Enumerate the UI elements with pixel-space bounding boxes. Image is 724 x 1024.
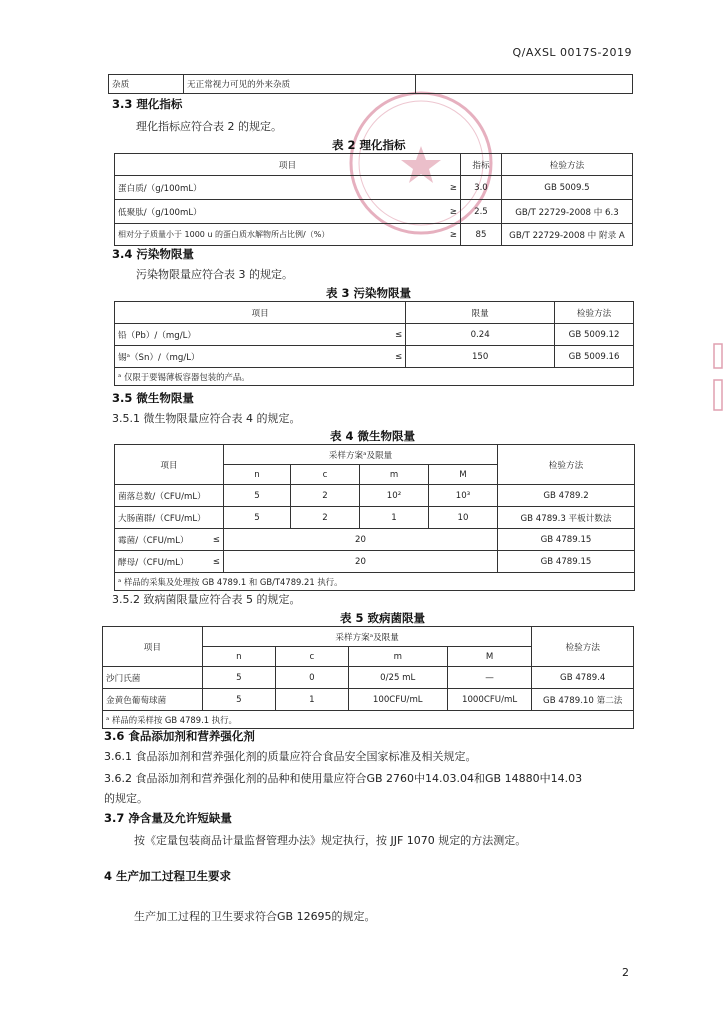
section-3-6-2-text: 3.6.2 食品添加剂和营养强化剂的品种和使用量应符合GB 2760中14.03.04和GB 14880中14.03 xyxy=(104,772,583,785)
t4-row-method: GB 4789.3 平板计数法 xyxy=(498,507,635,529)
t2-row-method: GB 5009.5 xyxy=(501,176,632,200)
table-4-caption: 表 4 微生物限量 xyxy=(330,429,416,443)
section-4-heading: 4 生产加工过程卫生要求 xyxy=(104,869,232,883)
t3-row-item: 铅（Pb）/（mg/L） xyxy=(115,324,386,346)
t4-header-m: m xyxy=(360,465,429,485)
section-3-5-2-text: 3.5.2 致病菌限量应符合表 5 的规定。 xyxy=(112,593,301,606)
table-4 xyxy=(114,444,635,591)
t4-row-item: 酵母/（CFU/mL） xyxy=(115,551,204,573)
section-4-text: 生产加工过程的卫生要求符合GB 12695的规定。 xyxy=(134,910,376,923)
t2-header-method: 检验方法 xyxy=(501,154,632,176)
t2-row-method: GB/T 22729-2008 中 6.3 xyxy=(501,200,632,224)
t2-row-item: 蛋白质/（g/100mL） xyxy=(115,176,440,200)
t5-row-m: 100CFU/mL xyxy=(348,689,447,711)
t4-row-n: 5 xyxy=(224,507,291,529)
t2-row-item: 相对分子质量小于 1000 u 的蛋白质水解物所占比例/（%） xyxy=(115,224,440,246)
t5-row-M: 1000CFU/mL xyxy=(447,689,532,711)
section-3-3-heading: 3.3 理化指标 xyxy=(112,97,183,111)
t4-row-m: 10² xyxy=(360,485,429,507)
t3-row-op: ≤ xyxy=(385,346,406,368)
t2-header-item: 项目 xyxy=(115,154,461,176)
t5-header-plan: 采样方案ᵃ及限量 xyxy=(202,627,532,647)
t3-header-limit: 限量 xyxy=(406,302,555,324)
cell-method xyxy=(416,75,633,94)
t4-row-value: 20 xyxy=(224,551,498,573)
section-3-5-heading: 3.5 微生物限量 xyxy=(112,391,194,405)
page-number: 2 xyxy=(622,966,629,979)
t5-header-n: n xyxy=(202,647,275,667)
t4-header-method: 检验方法 xyxy=(498,445,635,485)
section-3-6-heading: 3.6 食品添加剂和营养强化剂 xyxy=(104,729,255,743)
t3-header-item: 项目 xyxy=(115,302,406,324)
t4-row-M: 10³ xyxy=(429,485,498,507)
edge-stamp-mark xyxy=(710,340,724,420)
t5-row-method: GB 4789.4 xyxy=(532,667,634,689)
t5-footnote: ᵃ 样品的采样按 GB 4789.1 执行。 xyxy=(103,711,634,729)
t3-row-value: 0.24 xyxy=(406,324,555,346)
t4-row-op: ≤ xyxy=(203,551,224,573)
t4-row-item: 霉菌/（CFU/mL） xyxy=(115,529,204,551)
t4-row-value: 20 xyxy=(224,529,498,551)
section-3-7-text: 按《定量包装商品计量监督管理办法》规定执行，按 JJF 1070 规定的方法测定。 xyxy=(134,834,527,847)
table-5 xyxy=(102,626,634,729)
table-2 xyxy=(114,153,633,246)
t4-header-plan: 采样方案ᵃ及限量 xyxy=(224,445,498,465)
t4-row-n: 5 xyxy=(224,485,291,507)
t4-row-item: 大肠菌群/（CFU/mL） xyxy=(115,507,224,529)
section-3-6-2-text-cont: 的规定。 xyxy=(104,792,148,805)
t4-row-c: 2 xyxy=(291,507,360,529)
t5-row-m: 0/25 mL xyxy=(348,667,447,689)
t5-header-method: 检验方法 xyxy=(532,627,634,667)
cell-requirement: 无正常视力可见的外来杂质 xyxy=(184,75,416,94)
table-3-caption: 表 3 污染物限量 xyxy=(326,286,412,300)
t2-row-value: 85 xyxy=(460,224,501,246)
t4-row-method: GB 4789.2 xyxy=(498,485,635,507)
section-3-4-text: 污染物限量应符合表 3 的规定。 xyxy=(136,268,293,281)
t2-row-op: ≥ xyxy=(440,200,461,224)
table-2-caption: 表 2 理化指标 xyxy=(332,138,406,152)
t4-header-item: 项目 xyxy=(115,445,224,485)
t3-row-op: ≤ xyxy=(385,324,406,346)
t5-row-item: 沙门氏菌 xyxy=(103,667,203,689)
t4-footnote: ᵃ 样品的采集及处理按 GB 4789.1 和 GB/T4789.21 执行。 xyxy=(115,573,635,591)
t3-row-item: 锡ᵃ（Sn）/（mg/L） xyxy=(115,346,386,368)
t5-row-c: 1 xyxy=(275,689,348,711)
t5-row-method: GB 4789.10 第二法 xyxy=(532,689,634,711)
section-3-3-text: 理化指标应符合表 2 的规定。 xyxy=(136,120,282,133)
t4-header-c: c xyxy=(291,465,360,485)
t4-row-c: 2 xyxy=(291,485,360,507)
t3-row-value: 150 xyxy=(406,346,555,368)
t4-row-op: ≤ xyxy=(203,529,224,551)
section-3-4-heading: 3.4 污染物限量 xyxy=(112,247,194,261)
t3-row-method: GB 5009.16 xyxy=(555,346,634,368)
t5-header-c: c xyxy=(275,647,348,667)
cell-item: 杂质 xyxy=(109,75,184,94)
t2-row-op: ≥ xyxy=(440,224,461,246)
t3-footnote: ᵃ 仅限于要锡薄板容器包装的产品。 xyxy=(115,368,634,386)
t2-row-value: 2.5 xyxy=(460,200,501,224)
t5-row-item: 金黄色葡萄球菌 xyxy=(103,689,203,711)
t4-row-method: GB 4789.15 xyxy=(498,551,635,573)
t5-row-n: 5 xyxy=(202,689,275,711)
t5-row-c: 0 xyxy=(275,667,348,689)
t4-header-M: M xyxy=(429,465,498,485)
t5-row-M: — xyxy=(447,667,532,689)
t4-row-method: GB 4789.15 xyxy=(498,529,635,551)
t2-row-value: 3.0 xyxy=(460,176,501,200)
t2-row-method: GB/T 22729-2008 中 附录 A xyxy=(501,224,632,246)
table-3 xyxy=(114,301,634,386)
t5-header-M: M xyxy=(447,647,532,667)
section-3-6-1-text: 3.6.1 食品添加剂和营养强化剂的质量应符合食品安全国家标准及相关规定。 xyxy=(104,750,477,763)
t2-header-limit: 指标 xyxy=(460,154,501,176)
t4-header-n: n xyxy=(224,465,291,485)
t5-row-n: 5 xyxy=(202,667,275,689)
t4-row-item: 菌落总数/（CFU/mL） xyxy=(115,485,224,507)
document-code: Q/AXSL 0017S-2019 xyxy=(512,46,632,59)
t2-row-item: 低聚肽/（g/100mL） xyxy=(115,200,440,224)
table-continuation xyxy=(108,74,633,94)
section-3-7-heading: 3.7 净含量及允许短缺量 xyxy=(104,811,232,825)
section-3-5-1-text: 3.5.1 微生物限量应符合表 4 的规定。 xyxy=(112,412,301,425)
table-5-caption: 表 5 致病菌限量 xyxy=(340,611,426,625)
t3-row-method: GB 5009.12 xyxy=(555,324,634,346)
t3-header-method: 检验方法 xyxy=(555,302,634,324)
t4-row-M: 10 xyxy=(429,507,498,529)
t5-header-item: 项目 xyxy=(103,627,203,667)
t4-row-m: 1 xyxy=(360,507,429,529)
t5-header-m: m xyxy=(348,647,447,667)
t2-row-op: ≥ xyxy=(440,176,461,200)
